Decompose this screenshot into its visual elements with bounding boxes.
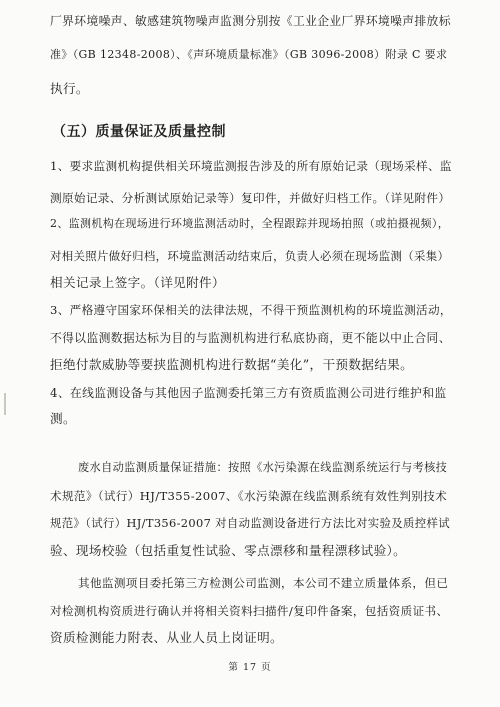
page-number: 第 17 页 (228, 662, 272, 673)
wastewater-paragraph-line: 规范》（试行）HJ/T356-2007 对自动监测设备进行方法比对实验及质控样试 (50, 516, 450, 530)
wastewater-paragraph-line: 废水自动监测质量保证措施：按照《水污染源在线监测系统运行与考核技 (78, 461, 448, 474)
list-item-4-line: 测。 (50, 411, 76, 426)
list-item-3-line: 3、严格遵守国家环保相关的法律法规，不得干预监测机构的环境监测活动， (50, 303, 452, 317)
intro-line: 准》（GB 12348-2008）、《声环境质量标准》（GB 3096-2008）附录 C 要求 (50, 48, 448, 61)
scan-margin-mark (4, 393, 6, 415)
list-item-1-line: 1、要求监测机构提供相关环境监测报告涉及的所有原始记录（现场采样、监 (50, 159, 452, 173)
list-item-3-line: 不得以监测数据达标为目的与监测机构进行私底协商，更不能以中止合同、 (50, 331, 451, 345)
list-item-2-line: 相关记录上签字。（详见附件） (50, 275, 225, 290)
list-item-4-line: 4、在线监测设备与其他因子监测委托第三方有资质监测公司进行维护和监 (50, 386, 447, 400)
wastewater-paragraph-line: 术规范》（试行）HJ/T355-2007、《水污染源在线监测系统有效性判别技术 (50, 489, 448, 503)
intro-line: 执行。 (50, 81, 89, 96)
other-monitoring-paragraph-line: 对检测机构资质进行确认并将相关资料扫描件/复印件备案，包括资质证书、 (50, 604, 449, 618)
list-item-2-line: 对相关照片做好归档，环境监测活动结束后，负责人必须在现场监测（采集） (50, 249, 450, 263)
section-heading: （五）质量保证及质量控制 (52, 124, 226, 140)
intro-line: 厂界环境噪声、敏感建筑物噪声监测分别按《工业企业厂界环境噪声排放标 (50, 14, 451, 28)
list-item-2-line: 2、监测机构在现场进行环境监测活动时，全程跟踪并现场拍照（或拍摄视频）， (50, 217, 450, 230)
other-monitoring-paragraph-line: 资质检测能力附表、从业人员上岗证明。 (50, 630, 283, 645)
list-item-1-line: 测原始记录、分析测试原始记录等）复印件，并做好归档工作。（详见附件） (50, 191, 451, 205)
other-monitoring-paragraph-line: 其他监测项目委托第三方检测公司监测，本公司不建立质量体系，但已 (78, 576, 449, 590)
wastewater-paragraph-line: 验、现场校验（包括重复性试验、零点漂移和量程漂移试验）。 (50, 543, 407, 558)
list-item-3-line: 拒绝付款威胁等要挟监测机构进行数据“美化”，干预数据结果。 (50, 357, 414, 372)
